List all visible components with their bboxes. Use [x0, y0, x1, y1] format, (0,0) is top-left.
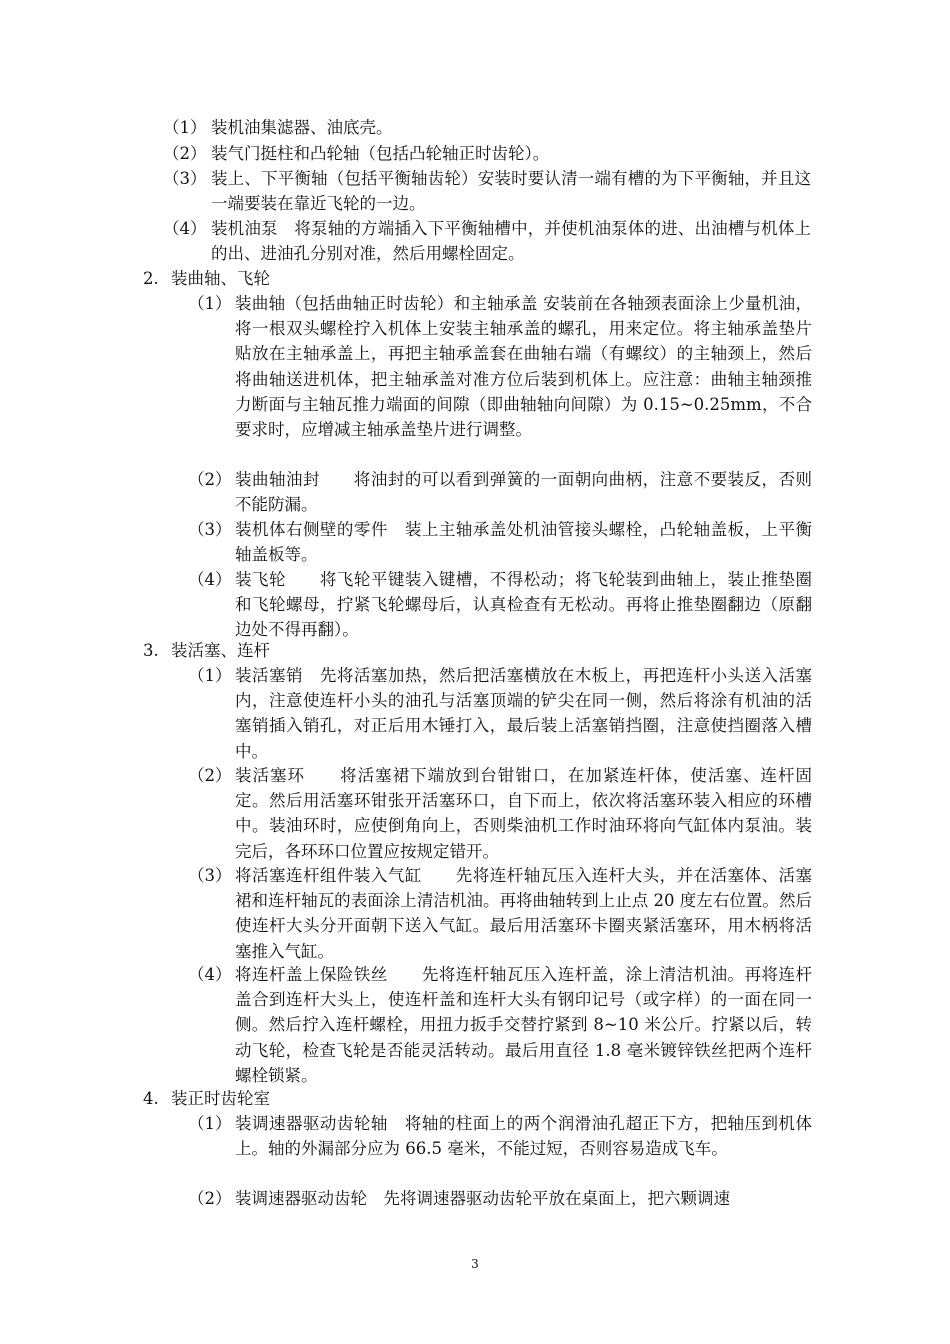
item-text: 装曲轴油封 将油封的可以看到弹簧的一面朝向曲柄，注意不要装反，否则不能防漏。: [235, 470, 812, 515]
item-text: 装气门挺柱和凸轮轴（包括凸轮轴正时齿轮）。: [211, 144, 550, 163]
item-number: （1）: [163, 118, 207, 137]
item-number: （2）: [163, 144, 207, 163]
item-text: 装活塞环 将活塞裙下端放到台钳钳口，在加紧连杆体，使活塞、连杆固定。然后用活塞环钳张开活塞环口，自下而上，依次将活塞环装入相应的环槽中。装油环时，应使倒角向上，否则柴油机工作时油环将向气缸体内泵油。装完后，各环环口位置应按规定错开。: [235, 766, 812, 861]
item-text: 装上、下平衡轴（包括平衡轴齿轮）安装时要认清一端有槽的为下平衡轴，并且这一端要装在靠近飞轮的一边。: [211, 169, 811, 214]
list-item: [188, 863, 813, 964]
list-item: [188, 467, 813, 518]
list-item: [163, 141, 813, 167]
list-item: [163, 115, 813, 141]
item-number: （2）: [188, 470, 232, 489]
section-title: 装曲轴、飞轮: [171, 269, 270, 288]
section-heading: [143, 1086, 743, 1112]
item-number: （2）: [188, 1189, 232, 1208]
list-item: [188, 962, 813, 1088]
section-number: 4.: [143, 1089, 159, 1108]
list-item: [188, 291, 813, 468]
item-text: 装调速器驱动齿轮 先将调速器驱动齿轮平放在桌面上，把六颗调速: [235, 1189, 730, 1208]
item-number: （1）: [188, 666, 232, 685]
item-text: 装调速器驱动齿轮轴 将轴的柱面上的两个润滑油孔超正下方，把轴压到机体上。轴的外漏部分应为 66.5 毫米，不能过短，否则容易造成飞车。: [235, 1114, 812, 1159]
item-number: （1）: [188, 294, 232, 313]
list-item: [188, 663, 813, 764]
list-item: [163, 216, 813, 267]
list-item: [188, 1111, 813, 1187]
item-number: （3）: [188, 866, 232, 885]
item-text: 装机油泵 将泵轴的方端插入下平衡轴槽中，并使机油泵体的进、出油槽与机体上的出、进油孔分别对准，然后用螺栓固定。: [211, 219, 811, 264]
item-text: 装机体右侧壁的零件 装上主轴承盖处机油管接头螺栓，凸轮轴盖板，上平衡轴盖板等。: [235, 520, 812, 565]
section-number: 3.: [143, 641, 159, 660]
item-number: （3）: [188, 520, 232, 539]
item-number: （3）: [163, 169, 207, 188]
item-text: 将活塞连杆组件装入气缸 先将连杆轴瓦压入连杆大头，并在活塞体、活塞裙和连杆轴瓦的表面涂上清洁机油。再将曲轴转到上止点 20 度左右位置。然后使连杆大头分开面朝下送入气缸。最后用活塞环卡圈夹紧活塞环，用木柄将活塞推入气缸。: [235, 866, 812, 961]
page-number: 3: [471, 1257, 479, 1271]
section-number: 2.: [143, 269, 159, 288]
item-text: 装机油集滤器、油底壳。: [211, 118, 393, 137]
item-text: 装活塞销 先将活塞加热，然后把活塞横放在木板上，再把连杆小头送入活塞内，注意使连杆小头的油孔与活塞顶端的铲尖在同一侧，然后将涂有机油的活塞销插入销孔，对正后用木锤打入，最后装上活塞销挡圈，注意使挡圈落入槽中。: [235, 666, 812, 761]
item-number: （1）: [188, 1114, 232, 1133]
section-heading: [143, 638, 743, 664]
list-item: [188, 567, 813, 643]
list-item: [188, 763, 813, 864]
list-item: [163, 166, 813, 217]
item-text: 将连杆盖上保险铁丝 先将连杆轴瓦压入连杆盖，涂上清洁机油。再将连杆盖合到连杆大头上，使连杆盖和连杆大头有钢印记号（或字样）的一面在同一侧。然后拧入连杆螺栓，用扭力扳手交替拧紧到 8~10 米公斤。拧紧以后，转动飞轮，检查飞轮是否能灵活转动。最后用直径 1.8 毫米镀锌铁丝把两个连杆螺栓锁紧。: [235, 965, 812, 1085]
item-number: （2）: [188, 766, 232, 785]
item-number: （4）: [188, 570, 232, 589]
list-item: [188, 1186, 813, 1212]
item-number: （4）: [163, 219, 207, 238]
section-heading: [143, 266, 743, 292]
item-text: 装曲轴（包括曲轴正时齿轮）和主轴承盖 安装前在各轴颈表面涂上少量机油，将一根双头螺栓拧入机体上安装主轴承盖的螺孔，用来定位。将主轴承盖垫片贴放在主轴承盖上，再把主轴承盖套在曲轴右端（有螺纹）的主轴颈上，然后将曲轴送进机体，把主轴承盖对准方位后装到机体上。应注意：曲轴主轴颈推力断面与主轴瓦推力端面的间隙（即曲轴轴向间隙）为 0.15~0.25mm，不合要求时，应增减主轴承盖垫片进行调整。: [235, 294, 812, 440]
item-number: （4）: [188, 965, 232, 984]
list-item: [188, 517, 813, 568]
section-title: 装活塞、连杆: [171, 641, 270, 660]
item-text: 装飞轮 将飞轮平键装入键槽，不得松动；将飞轮装到曲轴上，装止推垫圈和飞轮螺母，拧紧飞轮螺母后，认真检查有无松动。再将止推垫圈翻边（原翻边处不得再翻）。: [235, 570, 812, 640]
section-title: 装正时齿轮室: [171, 1089, 270, 1108]
